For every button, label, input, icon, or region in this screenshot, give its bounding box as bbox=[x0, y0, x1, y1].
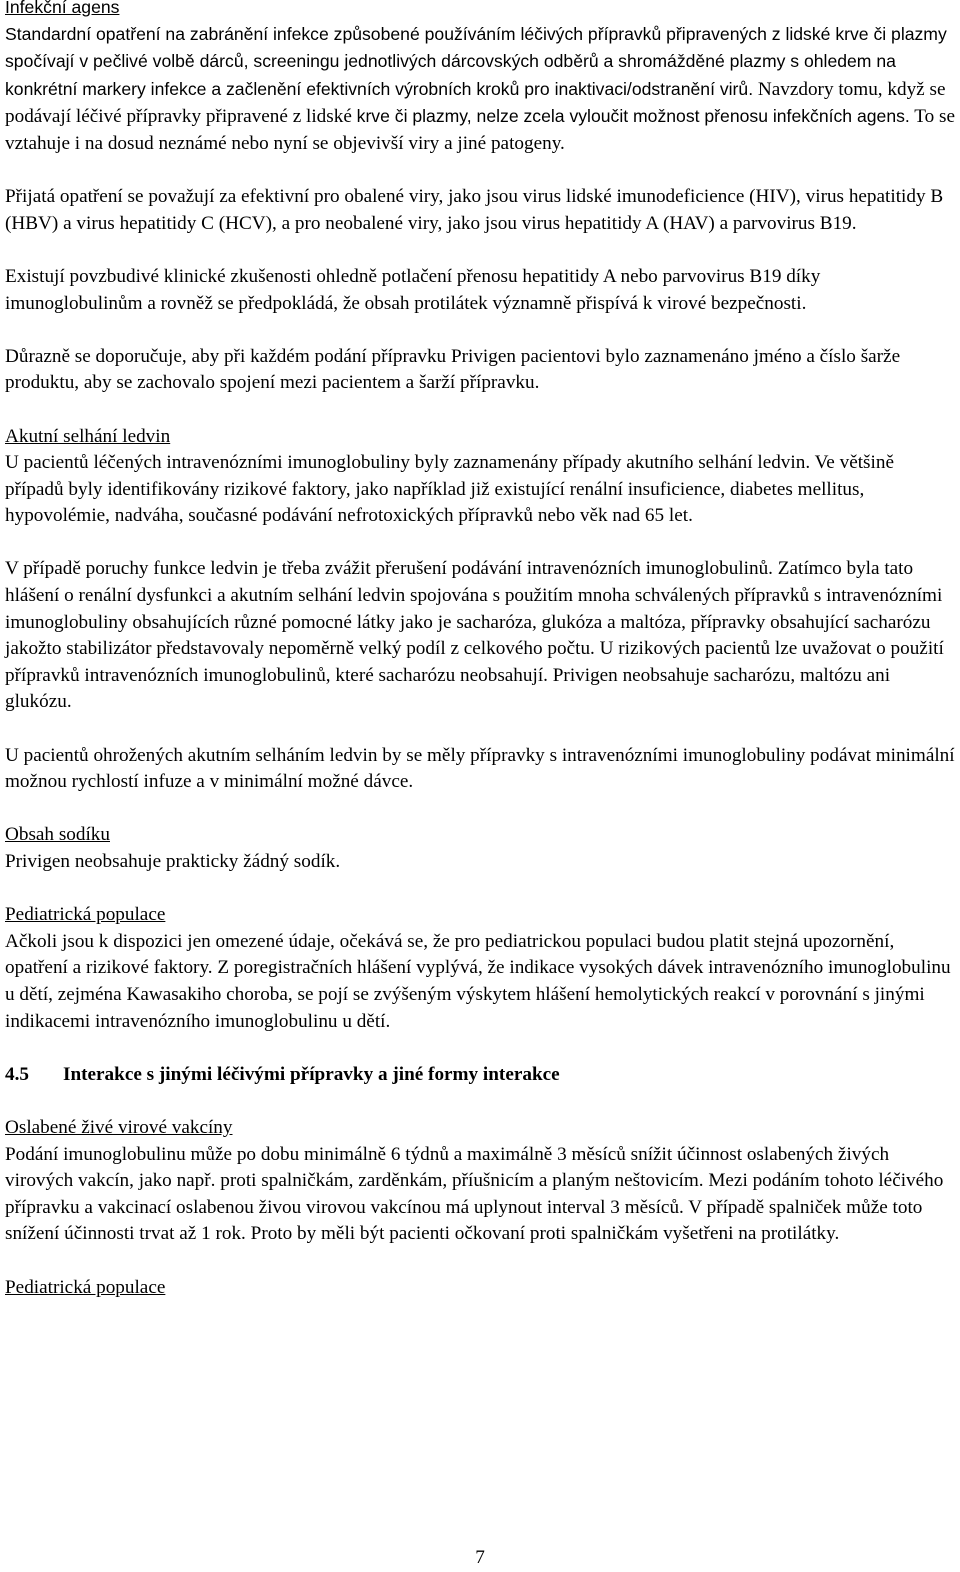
paragraph-infekcni-1-part-a: Standardní opatření na zabránění infekce způsobené používáním léčivých přípravků připravených z lidské krve či plazmy spočívají v pečlivé volbě dárců, screeningu jednotlivých dárcovských odběrů a shromážděné plazmy s ohledem na konkrétní markery infekce a začlenění efektivních výrobních kroků pro inaktivaci/odstranění virů. bbox=[5, 23, 947, 99]
section-title: Interakce s jinými léčivými přípravky a jiné formy interakce bbox=[63, 1063, 560, 1085]
heading-infekcni-agens: Infekční agens bbox=[5, 0, 120, 17]
section-heading-4-5 bbox=[5, 1062, 955, 1089]
heading-obsah-sodiku: Obsah sodíku bbox=[5, 824, 110, 846]
heading-akutni-selhani-ledvin: Akutní selhání ledvin bbox=[5, 425, 171, 447]
paragraph-infekcni-1-part-c: krve či plazmy, nelze zcela vyloučit možnost přenosu infekčních agens. bbox=[356, 106, 910, 127]
paragraph-sodik-1: Privigen neobsahuje prakticky žádný sodík. bbox=[5, 851, 341, 872]
paragraph-pediatricka-1: Ačkoli jsou k dispozici jen omezené údaje, očekává se, že pro pediatrickou populaci budou platit stejná upozornění, opatření a rizikové faktory. Z poregistračních hlášení vyplývá, že indikace vysokých dávek intravenózního imunoglobulinu u dětí, zejména Kawasakiho choroba, se pojí se zvýšeným výskytem hlášení hemolytických reakcí v porovnání s jinými indikacemi intravenózního imunoglobulinu u dětí. bbox=[5, 930, 951, 1032]
document-page bbox=[5, 0, 955, 1301]
paragraph-infekcni-3: Existují povzbudivé klinické zkušenosti ohledně potlačení přenosu hepatitidy A nebo parvovirus B19 díky imunoglobulinům a rovněž se předpokládá, že obsah protilátek významně přispívá k virové bezpečnosti. bbox=[5, 265, 821, 314]
paragraph-infekcni-2: Přijatá opatření se považují za efektivní pro obalené viry, jako jsou virus lidské imunodeficience (HIV), virus hepatitidy B (HBV) a virus hepatitidy C (HCV), a pro neobalené viry, jako jsou virus hepatitidy A (HAV) a parvovirus B19. bbox=[5, 186, 944, 234]
paragraph-ledviny-1: U pacientů léčených intravenózními imunoglobuliny byly zaznamenány případy akutního selhání ledvin. Ve většině případů byly identifikovány rizikové faktory, jako například již existující renální insuficience, diabetes mellitus, hypovolémie, nadváha, současné podávání nefrotoxických přípravků nebo věk nad 65 let. bbox=[5, 452, 894, 527]
paragraph-infekcni-1-part-d: To se vztahuje i na dosud neznámé nebo nyní se objevivší viry a jiné patogeny. bbox=[5, 106, 956, 154]
paragraph-vakciny-1: Podání imunoglobulinu může po dobu minimálně 6 týdnů a maximálně 3 měsíců snížit účinnost oslabených živých virových vakcín, jako např. proti spalničkám, zarděnkám, příušnicím a planým neštovicím. Mezi podáním tohoto léčivého přípravku a vakcinací oslabenou živou virovou vakcínou má uplynout interval 3 měsíců. V případě spalniček může toto snížení účinnosti trvat až 1 rok. Proto by měli být pacienti očkovaní proti spalničkám vyšetřeni na protilátky. bbox=[5, 1143, 944, 1245]
heading-oslabene-vakciny: Oslabené živé virové vakcíny bbox=[5, 1116, 233, 1138]
section-number: 4.5 bbox=[5, 1063, 29, 1085]
paragraph-ledviny-2: V případě poruchy funkce ledvin je třeba zvážit přerušení podávání intravenózních imunoglobulinů. Zatímco byla tato hlášení o renální dysfunkci a akutním selhání ledvin spojována s použitím mnoha schválených přípravků s intravenózními imunoglobuliny obsahujících různé pomocné látky jako je sacharóza, glukóza a maltóza, přípravky obsahující sacharózu jakožto stabilizátor představovaly nepoměrně velký podíl z celkového počtu. U rizikových pacientů lze uvažovat o použití přípravků intravenózních imunoglobulinů, které sacharózu neobsahují. Privigen neobsahuje sacharózu, maltózu ani glukózu. bbox=[5, 558, 944, 713]
paragraph-ledviny-3: U pacientů ohrožených akutním selháním ledvin by se měly přípravky s intravenózními imunoglobuliny podávat minimální možnou rychlostí infuze a v minimální možné dávce. bbox=[5, 744, 955, 793]
paragraph-infekcni-1-part-b: Navzdory tomu, když se podávají léčivé přípravky připravené z lidské bbox=[5, 78, 946, 128]
paragraph-infekcni-1 bbox=[5, 21, 955, 158]
heading-pediatricka-populace: Pediatrická populace bbox=[5, 904, 166, 926]
heading-pediatricka-populace-2: Pediatrická populace bbox=[5, 1276, 166, 1298]
paragraph-infekcni-4: Důrazně se doporučuje, aby při každém podání přípravku Privigen pacientovi bylo zaznamenáno jméno a číslo šarže produktu, aby se zachovalo spojení mezi pacientem a šarží přípravku. bbox=[5, 345, 901, 394]
page-number: 7 bbox=[475, 1547, 485, 1568]
